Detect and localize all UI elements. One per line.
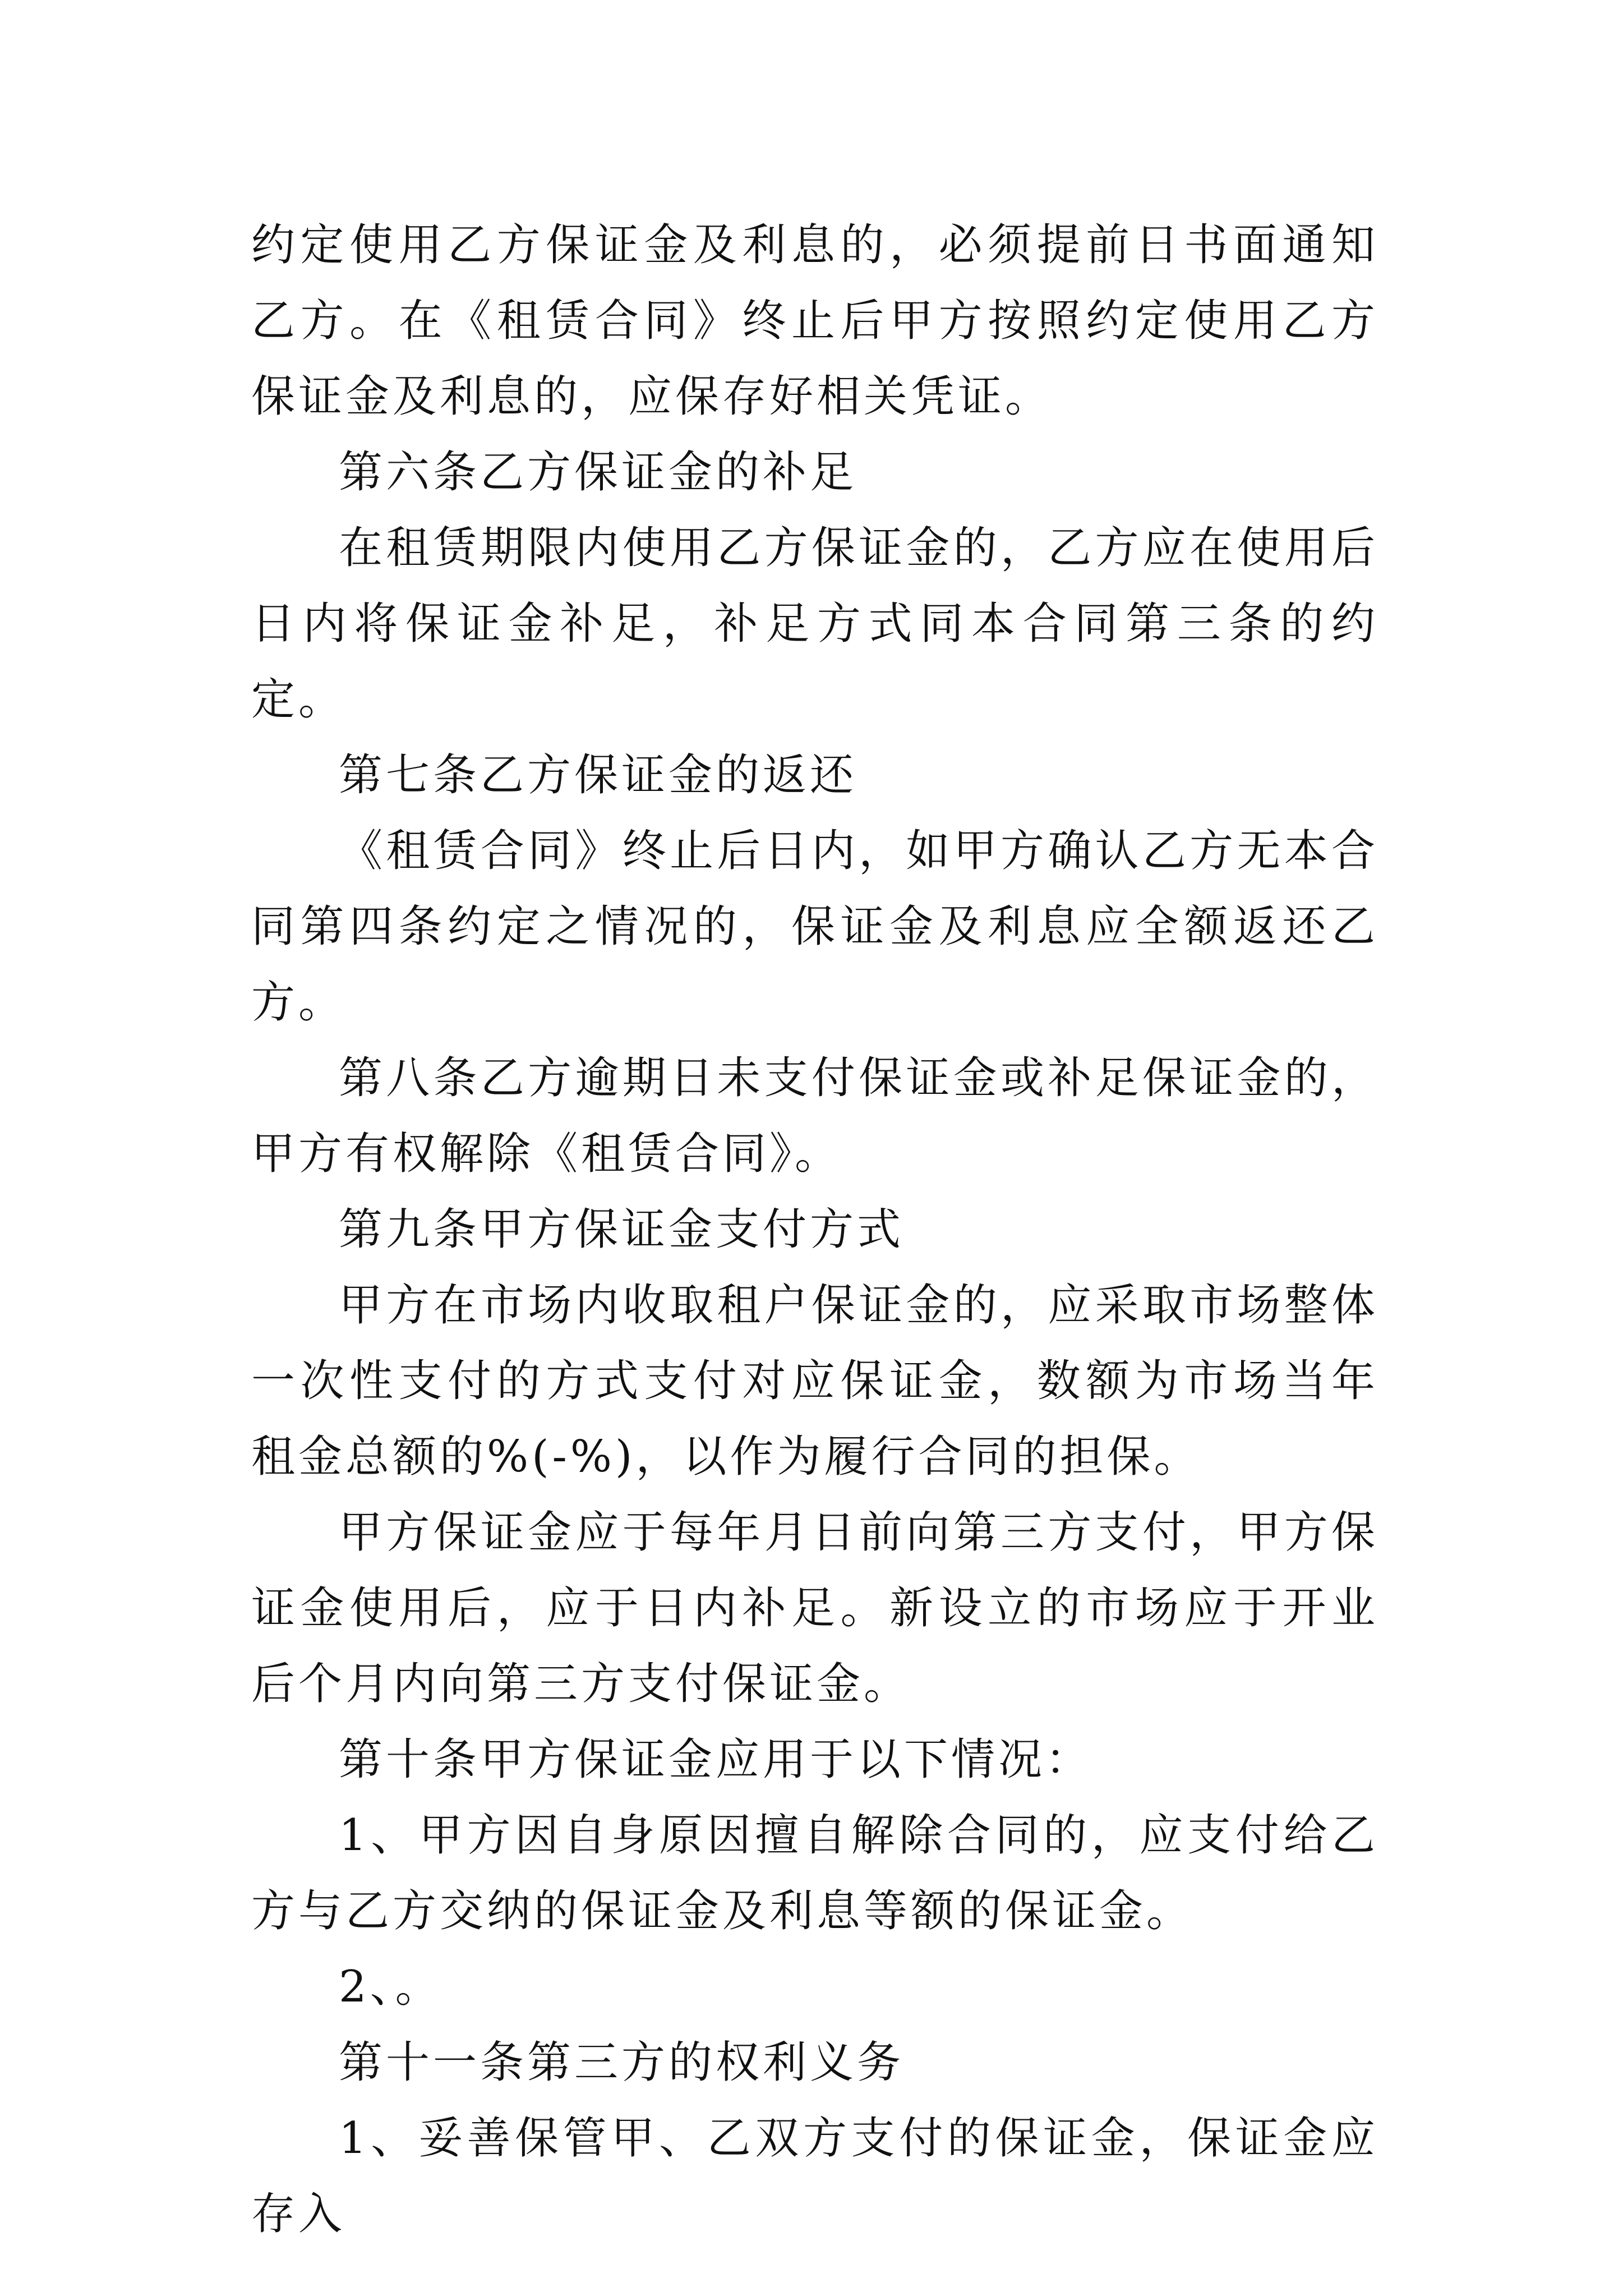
article-10-heading: 第十条甲方保证金应用于以下情况： bbox=[339, 1734, 1093, 1785]
article-9-body-2: 甲方保证金应于每年月日前向第三方支付，甲方保证金使用后，应于日内补足。新设立的市场应于开业后个月内向第三方支付保证金。 bbox=[251, 1507, 1378, 1709]
article-6-body: 在租赁期限内使用乙方保证金的，乙方应在使用后日内将保证金补足，补足方式同本合同第三条的约定。 bbox=[251, 523, 1378, 725]
article-9-heading: 第九条甲方保证金支付方式 bbox=[339, 1204, 905, 1255]
article-7-body: 《租赁合同》终止后日内，如甲方确认乙方无本合同第四条约定之情况的，保证金及利息应全额返还乙方。 bbox=[251, 826, 1378, 1028]
document-body bbox=[251, 208, 1378, 2252]
article-7-heading: 第七条乙方保证金的返还 bbox=[339, 750, 857, 800]
article-6-heading: 第六条乙方保证金的补足 bbox=[339, 447, 857, 498]
article-9-body-1: 甲方在市场内收取租户保证金的，应采取市场整体一次性支付的方式支付对应保证金，数额为市场当年租金总额的%(-%)，以作为履行合同的担保。 bbox=[251, 1280, 1378, 1482]
article-11-item-1: 1、妥善保管甲、乙双方支付的保证金，保证金应存入 bbox=[251, 2113, 1378, 2239]
article-8: 第八条乙方逾期日未支付保证金或补足保证金的，甲方有权解除《租赁合同》。 bbox=[251, 1053, 1378, 1179]
article-10-item-1: 1、甲方因自身原因擅自解除合同的，应支付给乙方与乙方交纳的保证金及利息等额的保证金。 bbox=[251, 1810, 1378, 1936]
paragraph-continuation: 约定使用乙方保证金及利息的，必须提前日书面通知乙方。在《租赁合同》终止后甲方按照约定使用乙方保证金及利息的，应保存好相关凭证。 bbox=[251, 220, 1378, 422]
article-11-heading: 第十一条第三方的权利义务 bbox=[339, 2037, 905, 2088]
article-10-item-2: 2、。 bbox=[339, 1962, 442, 2012]
